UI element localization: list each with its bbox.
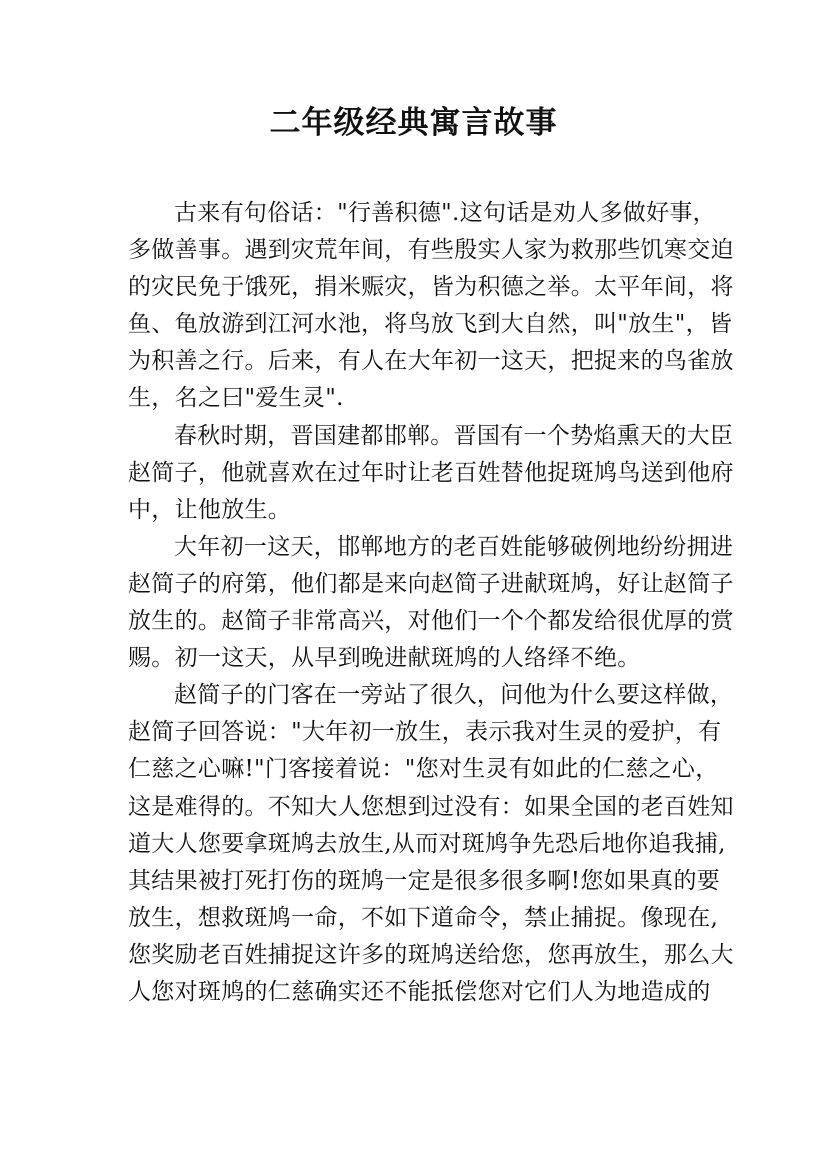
text-line: 赐。初一这天，从早到晚进献斑鸠的人络绎不绝。: [128, 645, 641, 672]
text-line: 赵简子的府第，他们都是来向赵简子进献斑鸠，好让赵简子: [128, 570, 734, 597]
text-line: 为积善之行。后来，有人在大年初一这天，把捉来的鸟雀放: [128, 348, 734, 375]
paragraph-3: [128, 529, 734, 677]
text-line: 古来有句俗话："行善积德".这句话是劝人多做好事，: [174, 200, 716, 226]
text-line: 赵简子，他就喜欢在过年时让老百姓替他捉斑鸠鸟送到他府: [128, 459, 734, 486]
text-line: 的灾民免于饿死，捐米赈灾，皆为积德之举。太平年间，将: [128, 274, 734, 301]
page-title: 二年级经典寓言故事: [269, 105, 558, 141]
text-line: 其结果被打死打伤的斑鸠一定是很多很多啊!您如果真的要: [128, 867, 721, 894]
text-line: 您奖励老百姓捕捉这许多的斑鸠送给您，您再放生，那么大: [128, 941, 734, 968]
text-line: 这是难得的。不知大人您想到过没有：如果全国的老百姓知: [128, 793, 734, 820]
text-line: 大年初一这天，邯郸地方的老百姓能够破例地纷纷拥进: [174, 533, 734, 560]
text-line: 春秋时期，晋国建都邯郸。晋国有一个势焰熏天的大臣: [174, 422, 734, 449]
text-line: 道大人您要拿斑鸠去放生,从而对斑鸠争先恐后地你追我捕,: [128, 830, 726, 857]
text-line: 人您对斑鸠的仁慈确实还不能抵偿您对它们人为地造成的: [128, 978, 711, 1005]
text-line: 放生的。赵简子非常高兴，对他们一个个都发给很优厚的赏: [128, 608, 734, 635]
text-line: 仁慈之心嘛!"门客接着说："您对生灵有如此的仁慈之心，: [128, 756, 719, 783]
text-line: 中，让他放生。: [128, 496, 292, 523]
text-line: 赵简子的门客在一旁站了很久，问他为什么要这样做，: [174, 682, 734, 709]
text-line: 放生，想救斑鸠一命，不如下道命令，禁止捕捉。像现在,: [128, 904, 719, 931]
document-body: [128, 195, 734, 1011]
text-line: 赵简子回答说："大年初一放生，表示我对生灵的爱护，有: [128, 719, 722, 746]
text-line: 多做善事。遇到灾荒年间，有些殷实人家为救那些饥寒交迫: [128, 237, 734, 264]
text-line: 鱼、龟放游到江河水池，将鸟放飞到大自然，叫"放生"，皆: [128, 311, 733, 338]
paragraph-1: [128, 195, 734, 418]
paragraph-4: [128, 677, 734, 1011]
text-line: 生，名之曰"爱生灵".: [128, 385, 344, 412]
paragraph-2: [128, 418, 734, 529]
